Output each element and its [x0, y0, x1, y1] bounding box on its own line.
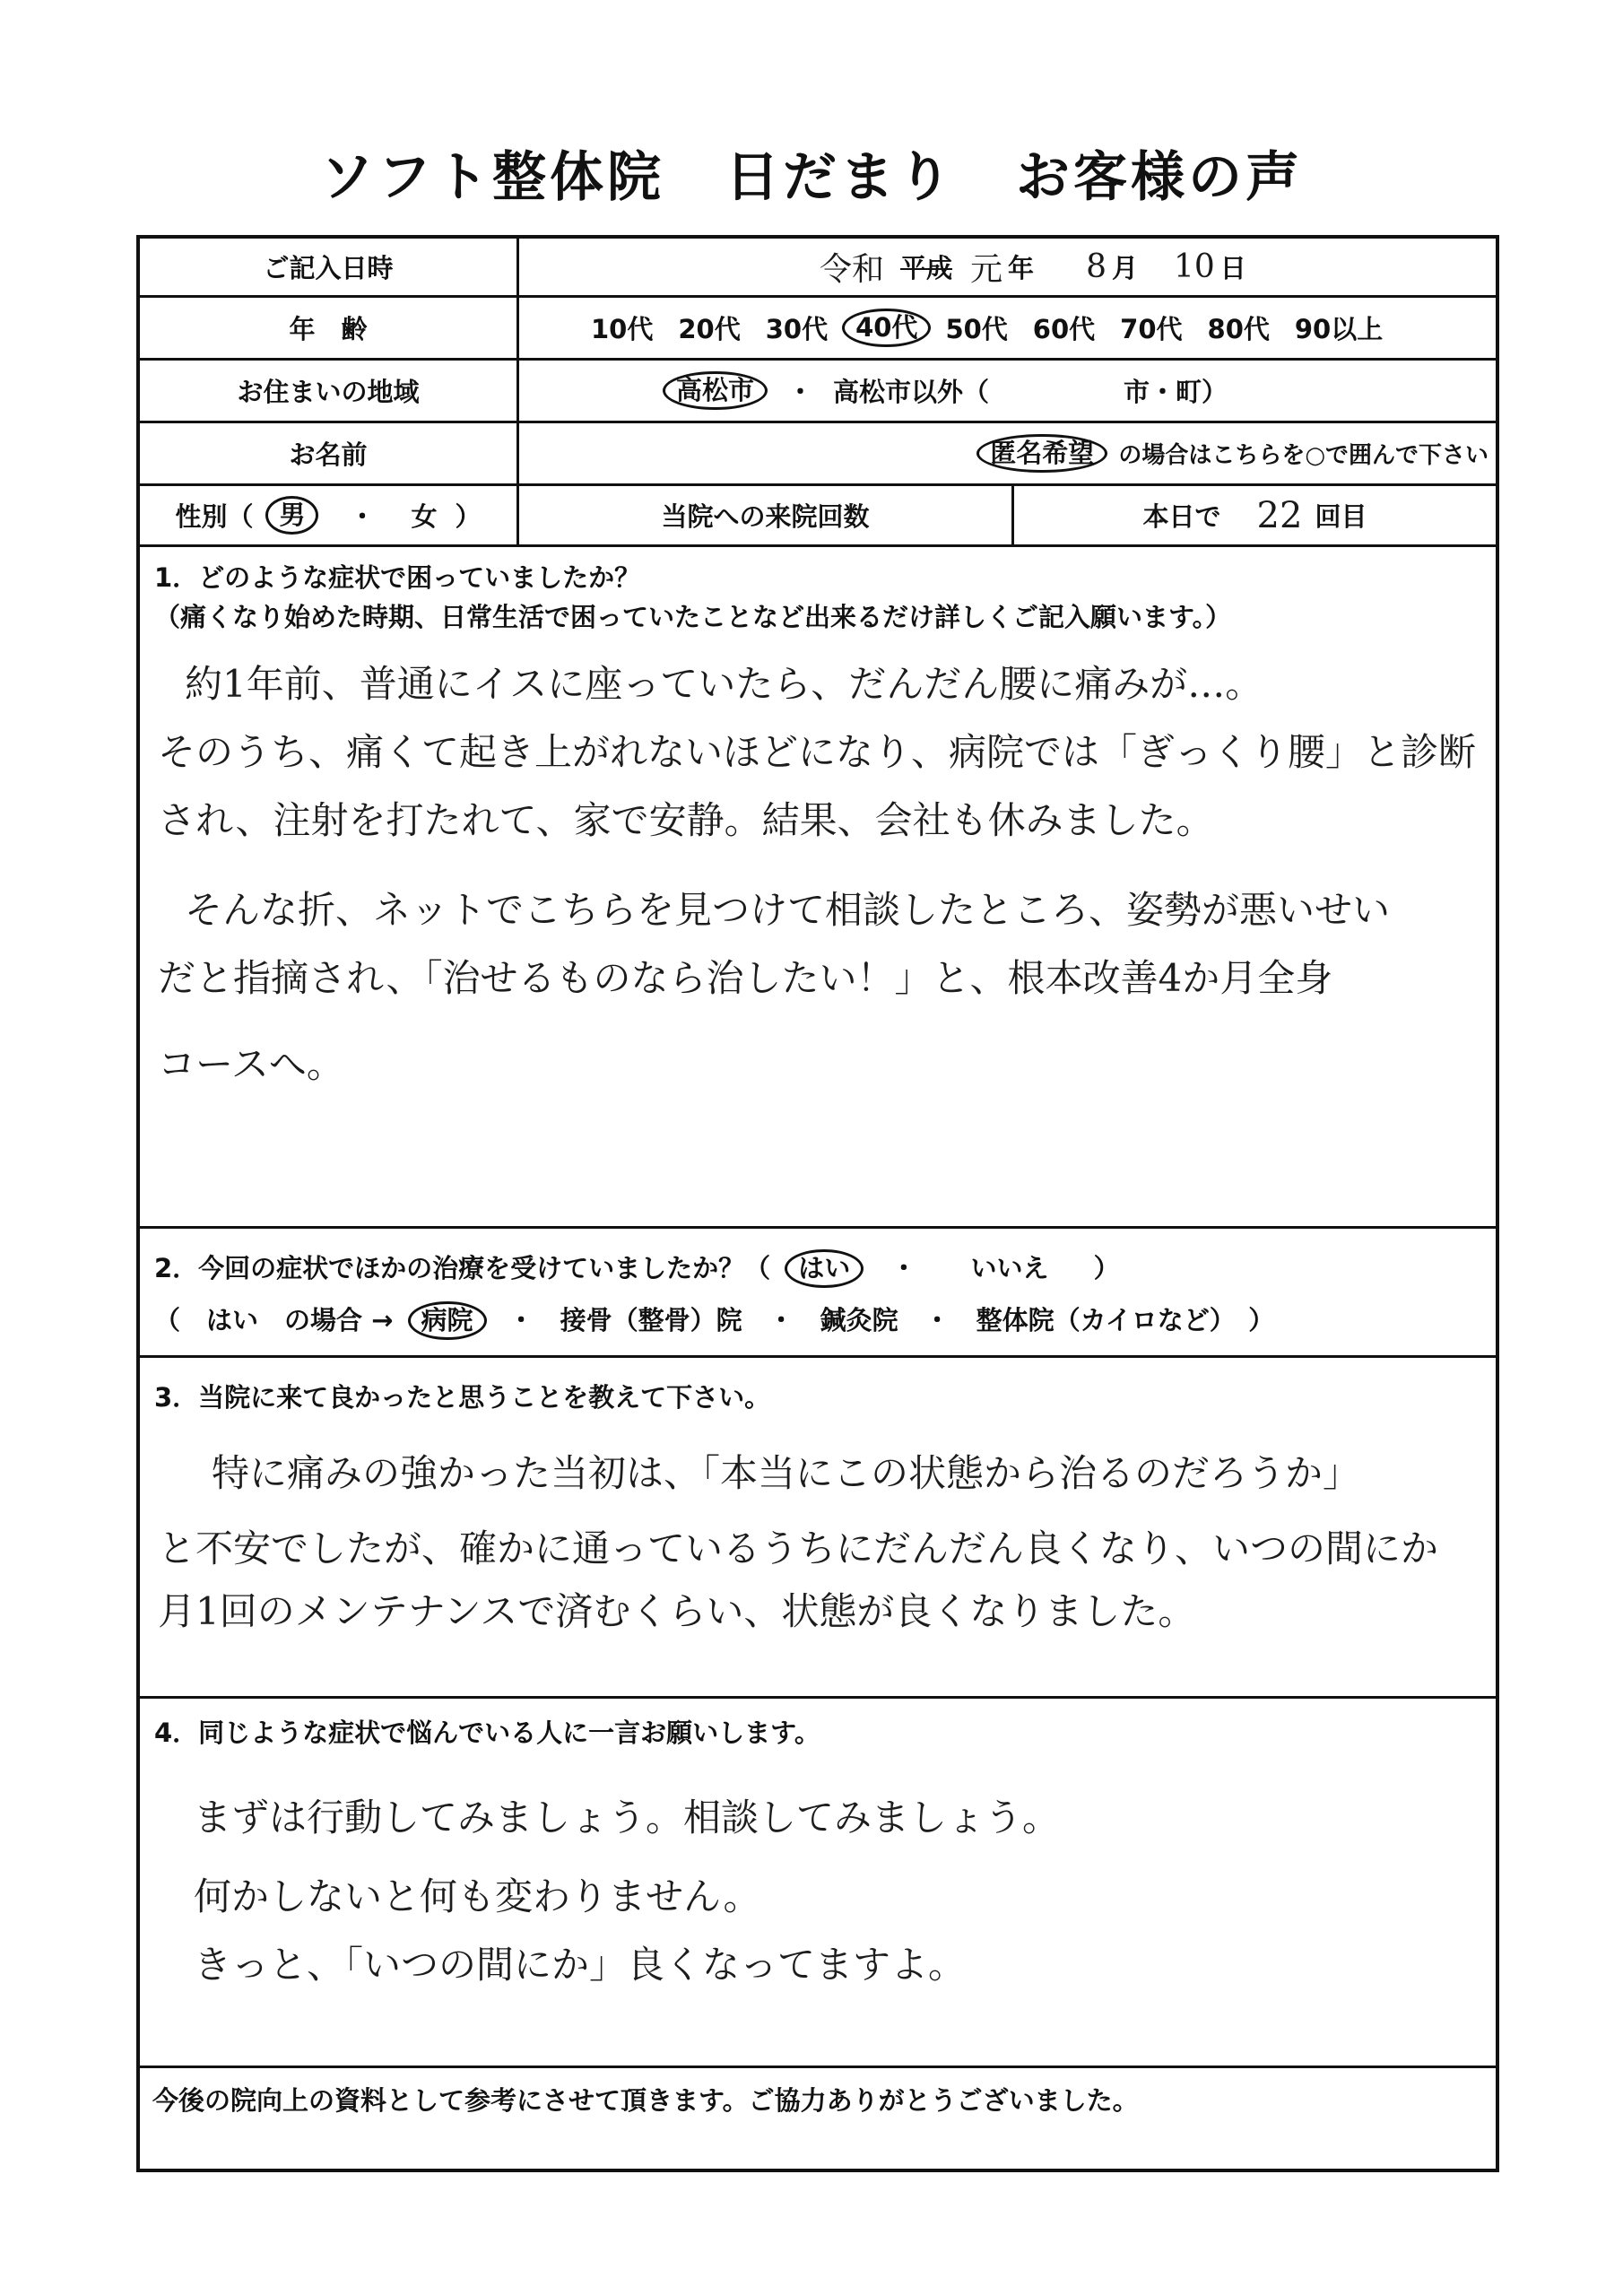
region-options[interactable]	[519, 361, 1496, 421]
visit-unit: 回目	[1315, 501, 1367, 532]
section-4-answer[interactable]	[194, 1788, 1478, 2004]
gender-label-prefix: 性別（	[175, 501, 254, 532]
age-option[interactable]: 90以上	[1294, 314, 1384, 344]
section-1-answer[interactable]	[158, 655, 1478, 1103]
year-unit: 年	[1008, 253, 1035, 283]
section-2-separator: ・	[890, 1253, 917, 1283]
visit-count-field[interactable]	[1014, 486, 1496, 544]
region-suffix: 市・町）	[1124, 377, 1228, 407]
age-option[interactable]: 50代	[945, 314, 1008, 344]
answer-line: 何かしないと何も変わりません。	[194, 1874, 761, 1918]
answer-line: コースへ。	[158, 1042, 344, 1086]
section-4-question: 4．同じような症状で悩んでいる人に一言お願いします。	[154, 1718, 820, 1748]
section-3	[140, 1358, 1496, 1699]
age-option-selected[interactable]: 40代	[842, 309, 931, 347]
section-3-question: 3．当院に来て良かったと思うことを教えて下さい。	[154, 1382, 771, 1413]
day-unit: 日	[1219, 253, 1246, 283]
name-row	[140, 423, 1496, 486]
gender-label	[140, 486, 519, 544]
region-row	[140, 361, 1496, 423]
age-option[interactable]: 20代	[678, 314, 741, 344]
answer-line: され、注射を打たれて、家で安静。結果、会社も休みました。	[158, 798, 1214, 842]
month-value: 8	[1086, 248, 1107, 285]
page-title	[0, 135, 1623, 212]
date-value[interactable]	[519, 239, 1496, 295]
answer-line: そのうち、痛くて起き上がれないほどになり、病院では「ぎっくり腰」と診断	[158, 730, 1477, 774]
answer-line: まずは行動してみましょう。相談してみましょう。	[194, 1796, 1061, 1839]
era-printed: 平成	[900, 253, 953, 283]
month-unit: 月	[1111, 253, 1138, 283]
gender-option-male[interactable]: 男	[265, 496, 318, 535]
footer-text: 今後の院向上の資料として参考にさせて頂きます。ご協力ありがとうございました。	[152, 2085, 1139, 2116]
age-option[interactable]: 60代	[1032, 314, 1096, 344]
region-option-city[interactable]: 高松市	[663, 371, 768, 410]
age-row	[140, 298, 1496, 361]
title-voice: お客様の声	[1016, 146, 1303, 209]
answer-line: 約1年前、普通にイスに座っていたら、だんだん腰に痛みが…。	[185, 662, 1263, 706]
gender-row	[140, 486, 1496, 547]
date-row	[140, 239, 1496, 298]
gender-label-suffix: ）	[455, 501, 482, 532]
section-2	[140, 1229, 1496, 1358]
name-label: お名前	[140, 423, 519, 483]
date-label: ご記入日時	[140, 239, 519, 295]
answer-line: と不安でしたが、確かに通っているうちにだんだん良くなり、いつの間にか	[158, 1526, 1439, 1570]
year-value: 元	[970, 251, 1003, 288]
treatment-hospital[interactable]: 病院	[408, 1301, 487, 1340]
age-label: 年 齢	[140, 298, 519, 358]
anonymous-option[interactable]: 匿名希望	[976, 434, 1107, 473]
section-4	[140, 1699, 1496, 2068]
section-2-no[interactable]: いいえ	[970, 1253, 1049, 1283]
section-2-close: ）	[1093, 1253, 1120, 1283]
survey-form	[136, 235, 1499, 2172]
visits-label: 当院への来院回数	[519, 486, 1014, 544]
section-2-treatment-prefix: （ はい の場合 →	[154, 1305, 394, 1335]
footer	[140, 2068, 1496, 2172]
gender-option-female[interactable]: 女	[411, 501, 438, 532]
age-option[interactable]: 70代	[1120, 314, 1183, 344]
age-option[interactable]: 10代	[591, 314, 654, 344]
title-clinic-type: ソフト整体院	[320, 146, 664, 209]
visit-count: 22	[1256, 494, 1303, 536]
answer-line: だと指摘され、「治せるものなら治したい！」と、根本改善4か月全身	[158, 956, 1333, 1000]
section-2-question: 2．今回の症状でほかの治療を受けていましたか？（	[154, 1253, 771, 1283]
treatment-other-options[interactable]: ・ 接骨（整骨）院 ・ 鍼灸院 ・ 整体院（カイロなど） ）	[508, 1305, 1275, 1335]
section-2-treatment-line	[154, 1300, 1274, 1340]
answer-line: 月1回のメンテナンスで済むくらい、状態が良くなりました。	[158, 1589, 1196, 1633]
answer-line: 特に痛みの強かった当初は、「本当にこの状態から治るのだろうか」	[212, 1451, 1361, 1495]
visits-field	[519, 486, 1496, 544]
anonymous-note: の場合はこちらを○で囲んで下さい	[1118, 442, 1488, 469]
section-1-sub: （痛くなり始めた時期、日常生活で困っていたことなど出来るだけ詳しくご記入願います。）	[154, 602, 1232, 632]
section-2-question-line	[154, 1248, 1120, 1288]
section-1-question: 1．どのような症状で困っていましたか？	[154, 562, 641, 593]
name-field[interactable]	[519, 423, 1496, 483]
section-2-yes[interactable]: はい	[785, 1249, 864, 1288]
region-separator: ・	[787, 377, 814, 407]
day-value: 10	[1173, 248, 1215, 285]
today-label: 本日で	[1142, 501, 1221, 532]
region-option-other[interactable]: 高松市以外（	[833, 377, 990, 407]
section-1	[140, 547, 1496, 1229]
age-options[interactable]	[519, 298, 1496, 358]
answer-line: きっと、「いつの間にか」良くなってますよ。	[194, 1943, 967, 1987]
section-3-answer[interactable]	[158, 1444, 1478, 1645]
age-option[interactable]: 80代	[1207, 314, 1270, 344]
region-label: お住まいの地域	[140, 361, 519, 421]
era-written: 令和	[820, 251, 885, 288]
title-clinic-name: 日だまり	[725, 146, 955, 209]
age-option[interactable]: 30代	[765, 314, 829, 344]
answer-line: そんな折、ネットでこちらを見つけて相談したところ、姿勢が悪いせい	[185, 888, 1391, 932]
gender-separator: ・	[349, 501, 376, 532]
